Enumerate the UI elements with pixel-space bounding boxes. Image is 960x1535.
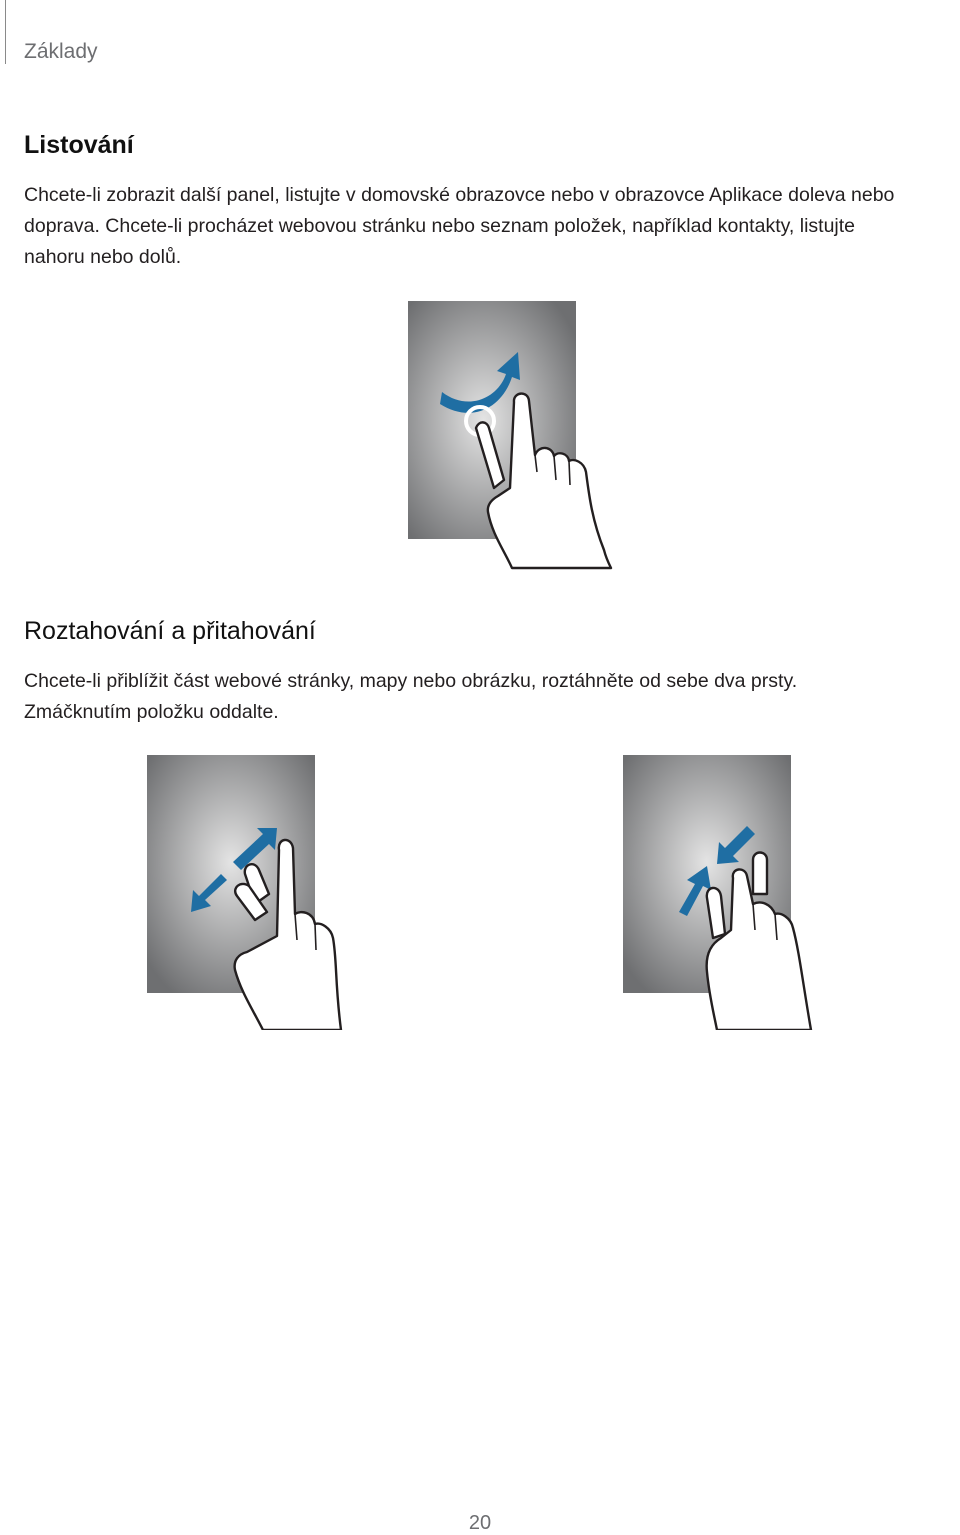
section-title-scrolling: Listování [24, 131, 134, 159]
section-title-zoom: Roztahování a přitahování [24, 617, 316, 645]
spread-gesture-illustration [145, 754, 355, 1030]
scrolling-paragraph [24, 180, 894, 273]
paragraph-line: Chcete-li zobrazit další panel, listujte v domovské obrazovce nebo v obrazovce Aplikace doleva nebo [24, 184, 895, 206]
zoom-paragraph [24, 666, 797, 728]
paragraph-line: Chcete-li přiblížit část webové stránky, mapy nebo obrázku, roztáhněte od sebe dva prsty. [24, 670, 798, 692]
page-number: 20 [468, 1512, 492, 1534]
scroll-gesture-illustration [406, 300, 616, 570]
paragraph-line: doprava. Chcete-li procházet webovou stránku nebo seznam položek, například kontakty, listujte [24, 215, 856, 237]
margin-rule [5, 0, 6, 64]
paragraph-line: Zmáčknutím položku oddalte. [24, 701, 279, 723]
paragraph-line: nahoru nebo dolů. [24, 246, 182, 268]
running-header: Základy [24, 40, 98, 63]
pinch-gesture-illustration [621, 754, 831, 1030]
